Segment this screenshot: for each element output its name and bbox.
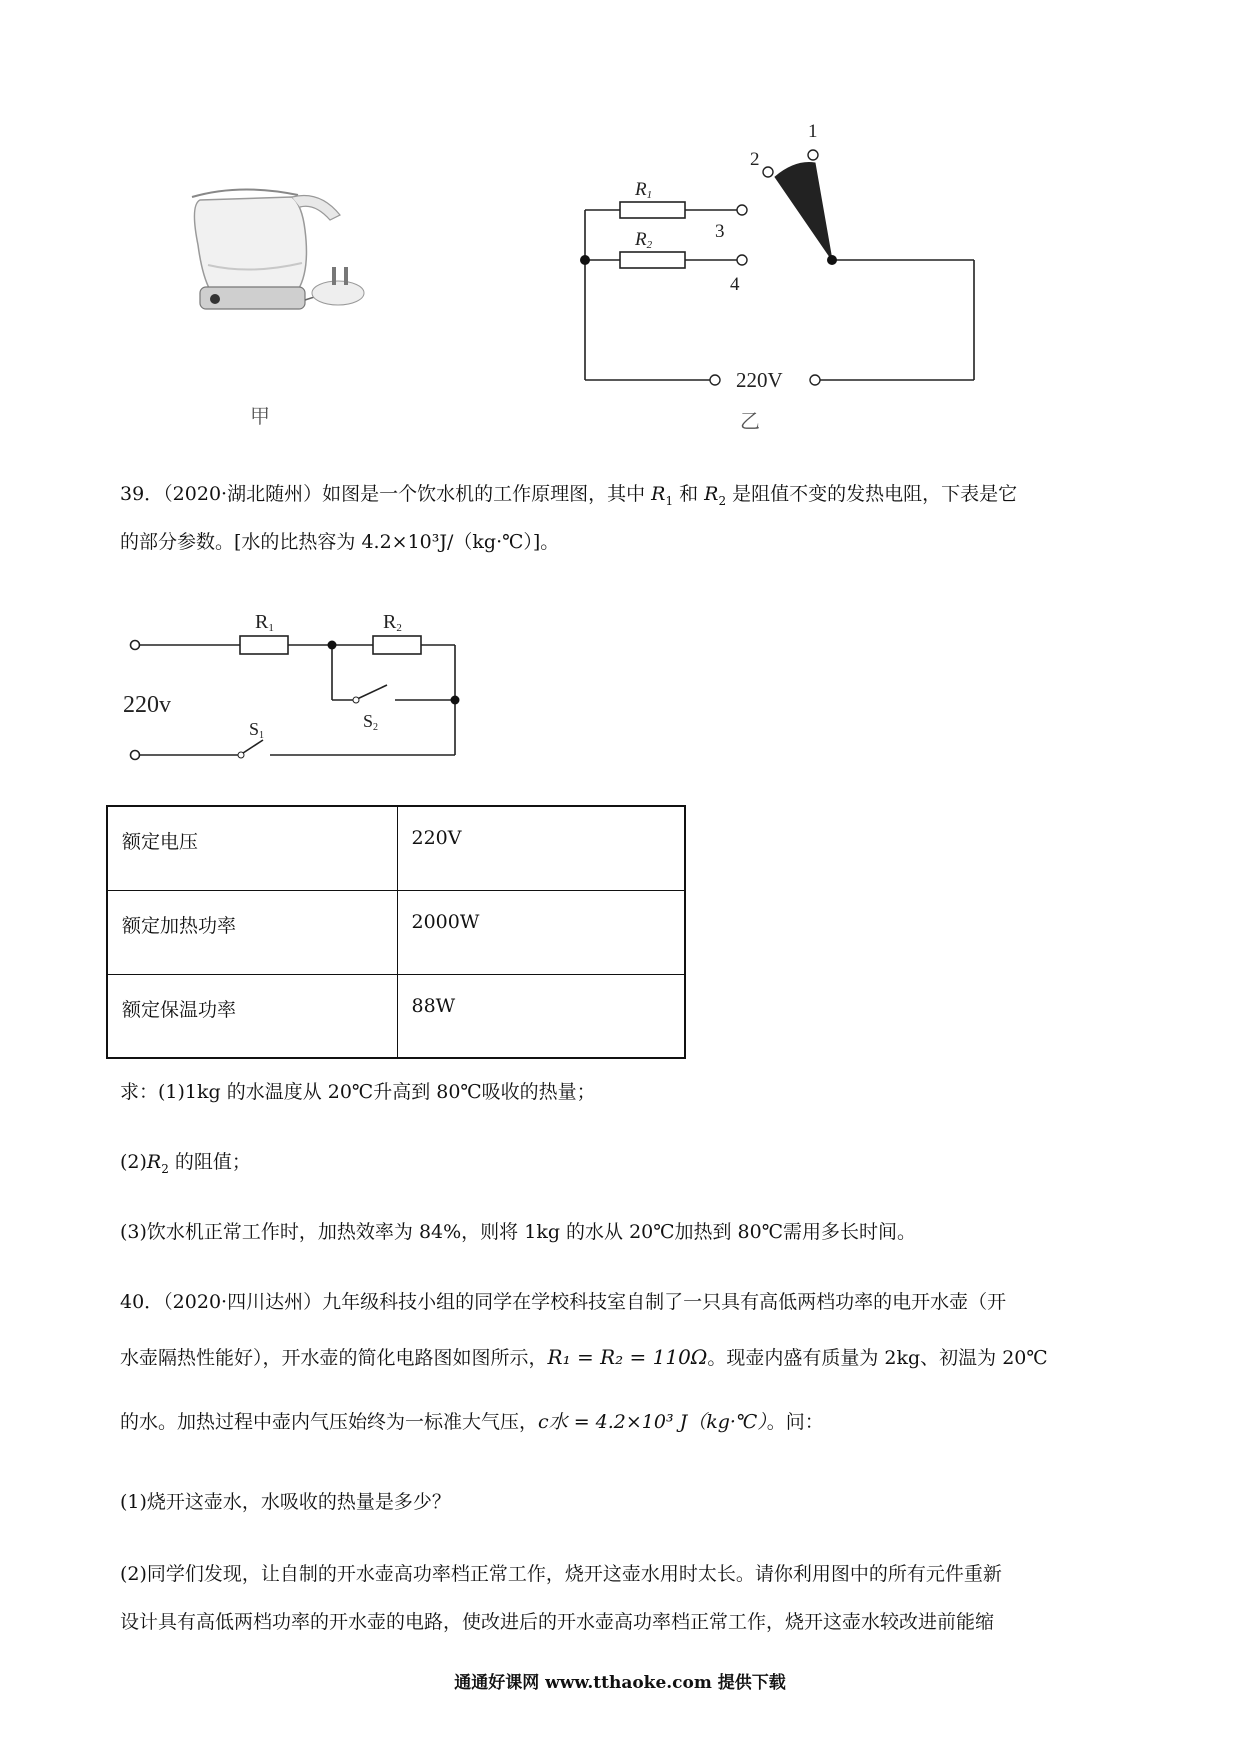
table-cell: 额定保温功率 bbox=[107, 974, 397, 1058]
q40-ask-1: (1)烧开这壶水，水吸收的热量是多少？ bbox=[120, 1491, 451, 1513]
supply-terminal-right bbox=[810, 375, 820, 385]
input-terminal-top bbox=[131, 641, 140, 650]
resistor-r2 bbox=[373, 636, 421, 654]
supply-terminal-left bbox=[710, 375, 720, 385]
resistor-r2 bbox=[620, 252, 685, 268]
terminal-3 bbox=[737, 205, 747, 215]
q39-ask-2: $(2)R_2$ 的阻值； bbox=[120, 1151, 251, 1176]
resistor-r1 bbox=[240, 636, 288, 654]
label-r1: R1 bbox=[635, 179, 653, 201]
kettle-image bbox=[180, 175, 410, 345]
label-voltage: 220v bbox=[123, 692, 171, 718]
label-terminal-4: 4 bbox=[730, 274, 740, 295]
table-cell: 88W bbox=[397, 974, 685, 1058]
q40-line2: 水壶隔热性能好），开水壶的简化电路图如图所示，R₁ = R₂ = 110Ω。现壶内盛有质量为 2kg、初温为 20℃ bbox=[120, 1345, 1048, 1369]
q39-line2: 的部分参数。[水的比热容为 4.2×10³J/（kg·℃）]。 bbox=[120, 531, 560, 553]
table-cell: 220V bbox=[397, 806, 685, 890]
resistor-r1 bbox=[620, 202, 685, 218]
label-terminal-3: 3 bbox=[715, 221, 725, 242]
q40-ask-2-line1: (2)同学们发现，让自制的开水壶高功率档正常工作，烧开这壶水用时太长。请你利用图中的所有元件重新 bbox=[120, 1563, 1002, 1585]
q40-line3: 的水。加热过程中壶内气压始终为一标准大气压，c水 = 4.2×10³ J（kg·℃）。问： bbox=[120, 1411, 824, 1433]
switch-pivot bbox=[827, 255, 837, 265]
label-s2: S2 bbox=[363, 711, 379, 733]
terminal-2 bbox=[763, 167, 773, 177]
table-row bbox=[107, 890, 685, 974]
rotary-switch bbox=[775, 163, 832, 260]
table-cell: 额定电压 bbox=[107, 806, 397, 890]
q39-line1: 39．（2020·湖北随州）如图是一个饮水机的工作原理图，其中 $R_1$ 和 $R_2$ 是阻值不变的发热电阻，下表是它 bbox=[120, 483, 1018, 508]
q40-ask-2-line2: 设计具有高低两档功率的开水壶的电路，使改进后的开水壶高功率档正常工作，烧开这壶水较改进前能缩 bbox=[120, 1611, 995, 1633]
label-terminal-1: 1 bbox=[808, 121, 818, 142]
label-r2: R2 bbox=[635, 229, 653, 251]
circuit-diagram-top bbox=[570, 115, 990, 435]
label-r1: R1 bbox=[255, 611, 274, 634]
terminal-1 bbox=[808, 150, 818, 160]
switch-s2 bbox=[355, 685, 387, 700]
table-row bbox=[107, 806, 685, 890]
circuit-label: 乙 bbox=[740, 409, 760, 433]
q39-ask-1: 求：(1)1kg 的水温度从 20℃升高到 80℃吸收的热量； bbox=[120, 1081, 596, 1103]
table-row bbox=[107, 974, 685, 1058]
circuit-diagram-q39 bbox=[115, 595, 475, 770]
label-s1: S1 bbox=[249, 719, 265, 741]
table-cell: 2000W bbox=[397, 890, 685, 974]
parameter-table bbox=[106, 805, 686, 1059]
q40-line1: 40．（2020·四川达州）九年级科技小组的同学在学校科技室自制了一只具有高低两档功率的电开水壶（开 bbox=[120, 1291, 1007, 1313]
kettle-label: 甲 bbox=[250, 404, 270, 428]
input-terminal-bottom bbox=[131, 751, 140, 760]
label-voltage: 220V bbox=[736, 368, 783, 392]
table-cell: 额定加热功率 bbox=[107, 890, 397, 974]
label-r2: R2 bbox=[383, 611, 402, 634]
junction-node bbox=[580, 255, 590, 265]
label-terminal-2: 2 bbox=[750, 149, 760, 170]
footer: 通通好课网 www.tthaoke.com 提供下载 bbox=[454, 1673, 786, 1693]
terminal-4 bbox=[737, 255, 747, 265]
q39-ask-3: (3)饮水机正常工作时，加热效率为 84%，则将 1kg 的水从 20℃加热到 80℃需用多长时间。 bbox=[120, 1221, 916, 1243]
